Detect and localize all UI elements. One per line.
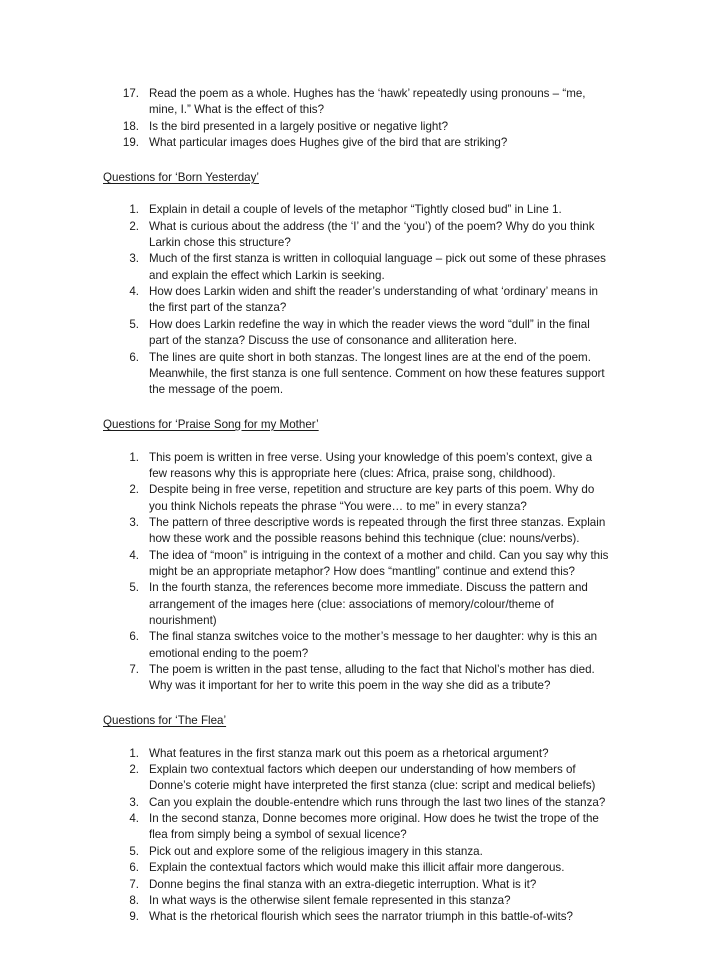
question-item xyxy=(103,795,610,811)
section-heading: Questions for ‘Born Yesterday’ xyxy=(103,170,259,184)
question-number: 3. xyxy=(129,252,139,266)
question-item xyxy=(103,844,610,860)
heading-gap xyxy=(103,186,610,202)
question-number: 4. xyxy=(129,812,139,826)
question-section xyxy=(103,415,610,695)
question-number: 3. xyxy=(129,515,139,529)
question-number: 1. xyxy=(129,450,139,464)
section-spacer xyxy=(103,399,610,415)
question-text: In the second stanza, Donne becomes more original. How does he twist the trope of the flea from simply being a symbol of sexual licence? xyxy=(149,812,599,842)
question-number: 2. xyxy=(129,219,139,233)
heading-gap xyxy=(103,729,610,745)
section-heading-row xyxy=(103,168,610,186)
question-text: Despite being in free verse, repetition and structure are key parts of this poem. Why do you think Nichols repeats the phrase “You were… to me” in every stanza? xyxy=(149,483,595,513)
question-sections xyxy=(103,151,610,925)
question-number: 18. xyxy=(122,119,139,133)
section-spacer xyxy=(103,695,610,711)
question-text: Pick out and explore some of the religious imagery in this stanza. xyxy=(149,844,483,858)
question-item xyxy=(103,629,610,662)
question-text: The poem is written in the past tense, alluding to the fact that Nichol’s mother has died. Why was it important for her to write this poem in the way she did as a tribute? xyxy=(149,663,595,693)
question-text: What is the rhetorical flourish which sees the narrator triumph in this battle-of-wits? xyxy=(149,910,573,924)
question-number: 17. xyxy=(122,87,139,100)
question-item xyxy=(103,580,610,629)
question-text: In the fourth stanza, the references become more immediate. Discuss the pattern and arrangement of the images here (clue: associations of memory/colour/theme of nourishment) xyxy=(149,581,588,627)
question-number: 6. xyxy=(129,350,139,364)
question-item xyxy=(103,86,610,119)
document-body xyxy=(103,86,610,926)
question-number: 9. xyxy=(129,910,139,924)
question-list xyxy=(103,450,610,695)
question-number: 4. xyxy=(129,285,139,299)
question-number: 1. xyxy=(129,203,139,217)
question-item xyxy=(103,860,610,876)
question-item xyxy=(103,811,610,844)
question-item xyxy=(103,350,610,399)
question-text: How does Larkin redefine the way in which the reader views the word “dull” in the final part of the stanza? Discuss the use of consonance and alliteration here. xyxy=(149,317,590,348)
question-item xyxy=(103,877,610,893)
question-number: 6. xyxy=(129,630,139,644)
question-item xyxy=(103,317,610,350)
section-heading: Questions for ‘Praise Song for my Mother’ xyxy=(103,417,319,431)
question-number: 4. xyxy=(129,548,139,562)
question-number: 5. xyxy=(129,581,139,595)
question-number: 19. xyxy=(122,136,139,150)
heading-gap xyxy=(103,433,610,449)
question-item xyxy=(103,548,610,581)
question-text: Donne begins the final stanza with an extra-diegetic interruption. What is it? xyxy=(149,877,537,891)
question-text: How does Larkin widen and shift the reader’s understanding of what ‘ordinary’ means in the first part of the stanza? xyxy=(149,285,598,315)
section-spacer xyxy=(103,151,610,167)
question-item xyxy=(103,284,610,317)
question-text: In what ways is the otherwise silent female represented in this stanza? xyxy=(149,893,511,907)
question-text: Explain in detail a couple of levels of the metaphor “Tightly closed bud” in Line 1. xyxy=(149,203,562,217)
question-number: 5. xyxy=(129,844,139,858)
question-item xyxy=(103,219,610,252)
question-list-continued xyxy=(103,86,610,151)
question-number: 1. xyxy=(129,746,139,760)
question-item xyxy=(103,662,610,695)
question-item xyxy=(103,893,610,909)
question-text: Explain the contextual factors which would make this illicit affair more dangerous. xyxy=(149,861,565,875)
question-text: The pattern of three descriptive words is repeated through the first three stanzas. Explain how these work and the possible reasons behind this technique (clue: nouns/verbs). xyxy=(149,515,606,546)
question-number: 7. xyxy=(129,877,139,891)
question-item xyxy=(103,251,610,284)
question-list xyxy=(103,202,610,398)
question-text: What is curious about the address (the ‘I’ and the ‘you’) of the poem? Why do you think Larkin chose this structure? xyxy=(149,219,595,250)
question-number: 6. xyxy=(129,861,139,875)
question-item xyxy=(103,909,610,925)
question-text: This poem is written in free verse. Using your knowledge of this poem’s context, give a few reasons why this is appropriate here (clues: Africa, praise song, childhood). xyxy=(149,450,593,480)
question-number: 2. xyxy=(129,483,139,497)
question-number: 8. xyxy=(129,893,139,907)
question-text: What particular images does Hughes give of the bird that are striking? xyxy=(149,136,508,150)
question-item xyxy=(103,515,610,548)
question-section xyxy=(103,168,610,399)
question-text: What features in the first stanza mark out this poem as a rhetorical argument? xyxy=(149,746,549,760)
question-text: The idea of “moon” is intriguing in the context of a mother and child. Can you say why this might be an appropriate metaphor? How does “mantling” continue and extend this? xyxy=(149,548,609,578)
question-item xyxy=(103,202,610,218)
question-item xyxy=(103,450,610,483)
question-text: Much of the first stanza is written in colloquial language – pick out some of these phrases and explain the effect which Larkin is seeking. xyxy=(149,252,606,282)
question-item xyxy=(103,119,610,135)
question-section xyxy=(103,711,610,925)
question-item xyxy=(103,135,610,151)
question-text: Can you explain the double-entendre which runs through the last two lines of the stanza? xyxy=(149,795,606,809)
question-text: Read the poem as a whole. Hughes has the ‘hawk’ repeatedly using pronouns – “me, mine, I.” What is the effect of this? xyxy=(149,87,586,117)
question-item xyxy=(103,746,610,762)
section-heading: Questions for ‘The Flea’ xyxy=(103,714,227,728)
question-item xyxy=(103,482,610,515)
question-number: 7. xyxy=(129,663,139,677)
question-list xyxy=(103,746,610,926)
question-text: The lines are quite short in both stanzas. The longest lines are at the end of the poem. Meanwhile, the first stanza is one full sentence. Comment on how these features support the message of the poem. xyxy=(149,350,605,397)
section-heading-row xyxy=(103,415,610,433)
question-number: 5. xyxy=(129,317,139,331)
section-heading-row xyxy=(103,711,610,729)
question-number: 2. xyxy=(129,763,139,777)
question-item xyxy=(103,762,610,795)
question-number: 3. xyxy=(129,795,139,809)
question-text: The final stanza switches voice to the mother’s message to her daughter: why is this an emotional ending to the poem? xyxy=(149,630,598,660)
question-text: Explain two contextual factors which deepen our understanding of how members of Donne’s coterie might have interpreted the first stanza (clue: script and medical beliefs) xyxy=(149,763,596,793)
question-text: Is the bird presented in a largely positive or negative light? xyxy=(149,119,449,133)
